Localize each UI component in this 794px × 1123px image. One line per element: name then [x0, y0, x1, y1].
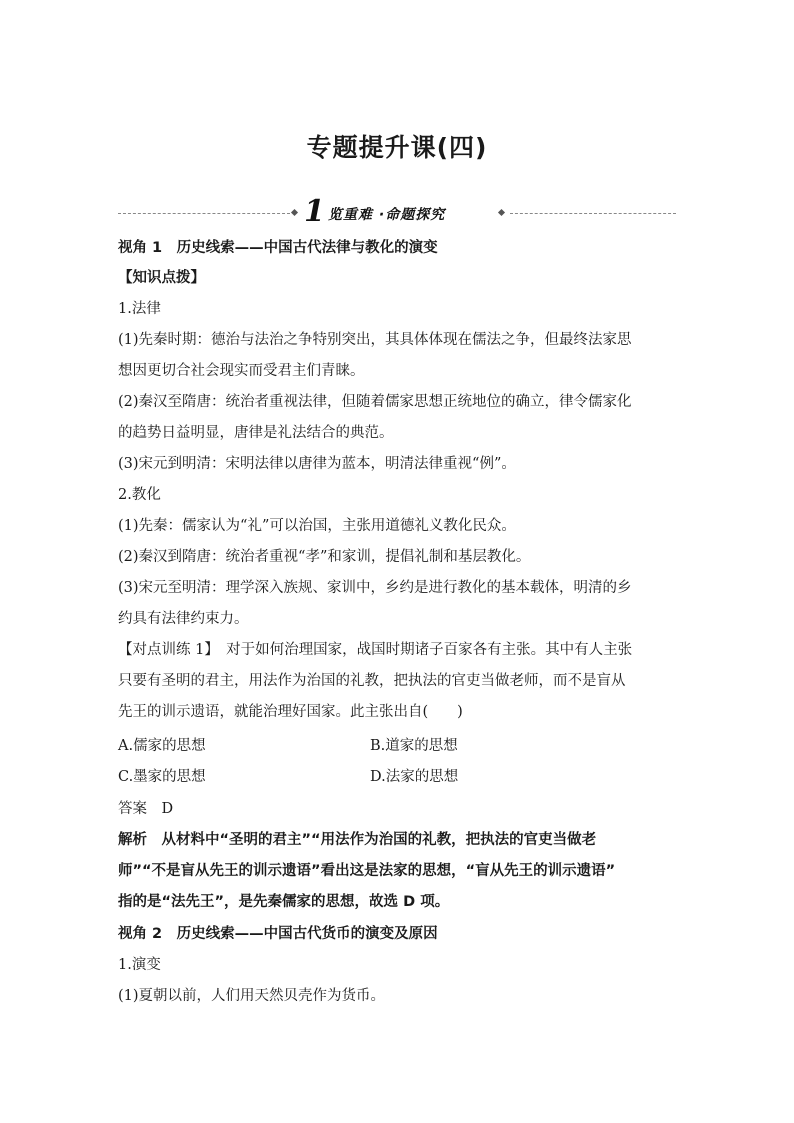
analysis-line: 师”“不是盲从先王的训示遗语”看出这是法家的思想，“盲从先王的训示遗语” [118, 863, 616, 879]
subheading-evolution: 1.演变 [118, 957, 161, 973]
paragraph-line: (2)秦汉至隋唐：统治者重视法律，但随着儒家思想正统地位的确立，律令儒家化 [118, 394, 632, 410]
exercise-line: 先王的训示遗语，就能治理好国家。此主张出自( ) [118, 704, 463, 720]
banner-rule-right [510, 213, 676, 214]
paragraph-line: 想因更切合社会现实而受君主们青睐。 [118, 363, 365, 379]
paragraph-line: (1)先秦：儒家认为“礼”可以治国，主张用道德礼义教化民众。 [118, 518, 516, 534]
option-b: B.道家的思想 [370, 738, 458, 754]
exercise-line: 只要有圣明的君主，用法作为治国的礼教，把执法的官吏当做老师，而不是盲从 [118, 673, 626, 689]
section-banner [118, 194, 676, 229]
paragraph-line: 约具有法律约束力。 [118, 611, 249, 627]
paragraph-line: (3)宋元到明清：宋明法律以唐律为蓝本，明清法律重视“例”。 [118, 456, 516, 472]
option-a: A.儒家的思想 [118, 738, 206, 754]
knowledge-heading: 【知识点拨】 [118, 270, 205, 286]
paragraph-line: (2)秦汉到隋唐：统治者重视“孝”和家训，提倡礼制和基层教化。 [118, 549, 531, 565]
subheading-education: 2.教化 [118, 487, 161, 503]
banner-number: 1 [304, 194, 325, 229]
paragraph-line: (1)先秦时期：德治与法治之争特别突出，其具体体现在儒法之争，但最终法家思 [118, 332, 632, 348]
section-heading-2: 视角 2 历史线索——中国古代货币的演变及原因 [118, 926, 438, 942]
paragraph-line: (3)宋元至明清：理学深入族规、家训中，乡约是进行教化的基本载体，明清的乡 [118, 580, 632, 596]
subheading-law: 1.法律 [118, 301, 161, 317]
option-d: D.法家的思想 [370, 769, 459, 785]
analysis-line: 解析 从材料中“圣明的君主”“用法作为治国的礼教，把执法的官吏当做老 [118, 832, 597, 848]
banner-rule-left [118, 213, 290, 214]
banner-dot-right [498, 209, 505, 216]
analysis-line: 指的是“法先王”，是先秦儒家的思想，故选 D 项。 [118, 894, 450, 910]
paragraph-line: 的趋势日益明显，唐律是礼法结合的典范。 [118, 425, 394, 441]
banner-dot-left [291, 209, 298, 216]
option-c: C.墨家的思想 [118, 769, 206, 785]
paragraph-line: (1)夏朝以前，人们用天然贝壳作为货币。 [118, 988, 386, 1004]
exercise-line: 【对点训练 1】 对于如何治理国家，战国时期诸子百家各有主张。其中有人主张 [118, 642, 633, 658]
banner-text: 览重难 ·命题探究 [328, 207, 446, 223]
section-heading-1: 视角 1 历史线索——中国古代法律与教化的演变 [118, 240, 438, 256]
answer-line: 答案 D [118, 801, 174, 817]
page-title: 专题提升课(四) [306, 133, 488, 162]
